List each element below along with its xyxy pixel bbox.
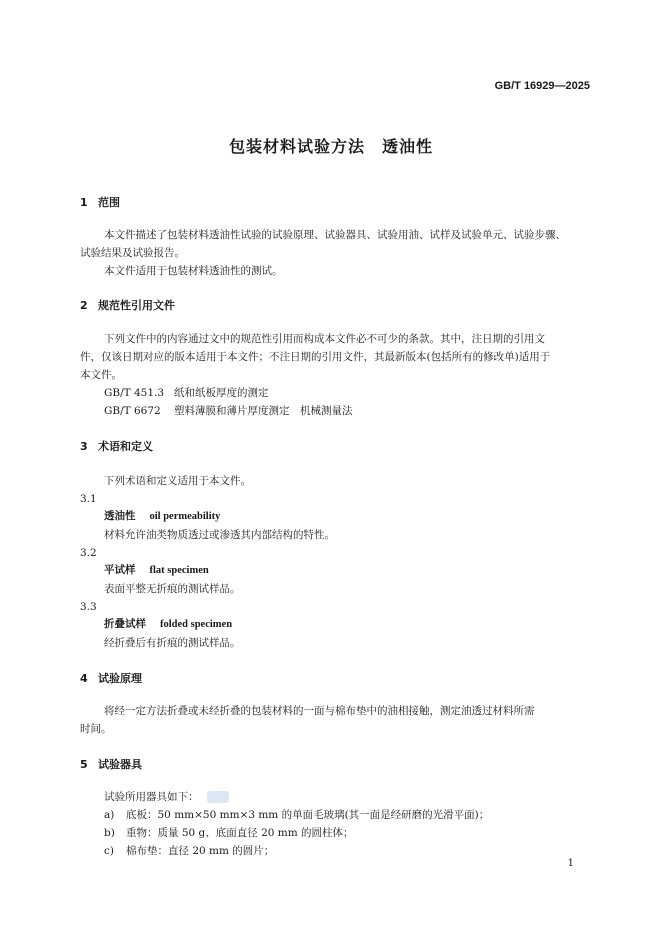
- section-2-heading: [80, 297, 175, 313]
- term-en: folded specimen: [160, 619, 233, 630]
- paragraph-line: 下列文件中的内容通过文中的规范性引用而构成本文件必不可少的条款。其中，注日期的引用文: [104, 333, 545, 345]
- paragraph-line: [104, 788, 229, 806]
- paragraph-line: 本文件。: [80, 369, 122, 381]
- term-name: [104, 508, 220, 523]
- reference-code: GB/T 6672: [104, 405, 161, 417]
- term-zh: 折叠试样: [104, 618, 146, 630]
- section-number: 3: [80, 440, 88, 453]
- section-number: 1: [80, 196, 88, 209]
- list-item: [104, 842, 274, 860]
- list-item-text: 底板：50 mm×50 mm×3 mm 的单面毛玻璃(其一面是经研磨的光滑平面)；: [126, 809, 490, 821]
- list-item-text: 棉布垫：直径 20 mm 的圆片；: [126, 845, 275, 857]
- list-item-label: a): [104, 809, 115, 821]
- standard-number: GB/T 16929—2025: [494, 80, 590, 92]
- section-title: 范围: [98, 196, 120, 209]
- section-number: 4: [80, 672, 88, 685]
- stamp-icon: [207, 791, 229, 803]
- term-number: 3.3: [80, 601, 97, 613]
- list-item-label: b): [104, 827, 115, 839]
- term-name: [104, 562, 209, 577]
- paragraph-line: 件，仅该日期对应的版本适用于本文件；不注日期的引用文件，其最新版本(包括所有的修改单)适用于: [80, 351, 551, 363]
- paragraph-line: 下列术语和定义适用于本文件。: [104, 475, 251, 487]
- section-title: 试验器具: [98, 758, 142, 771]
- section-title: 规范性引用文件: [98, 299, 175, 312]
- term-en: flat specimen: [149, 565, 209, 576]
- term-number: 3.1: [80, 493, 97, 505]
- paragraph-line: 本文件描述了包装材料透油性试验的试验原理、试验器具、试验用油、试样及试验单元、试验步骤、: [104, 229, 566, 241]
- section-3-heading: [80, 438, 153, 454]
- term-en: oil permeability: [149, 511, 221, 522]
- reference-title: 纸和纸板厚度的测定: [174, 387, 269, 399]
- section-4-heading: [80, 670, 142, 686]
- term-definition: 表面平整无折痕的测试样品。: [104, 583, 241, 595]
- section-title: 试验原理: [98, 672, 142, 685]
- term-zh: 平试样: [104, 564, 136, 576]
- page-number: 1: [567, 858, 574, 869]
- term-zh: 透油性: [104, 510, 136, 522]
- section-1-heading: [80, 194, 120, 210]
- reference-code: GB/T 451.3: [104, 387, 165, 399]
- section-number: 2: [80, 299, 88, 312]
- reference-item: [104, 402, 353, 420]
- term-definition: 材料允许油类物质透过或渗透其内部结构的特性。: [104, 529, 335, 541]
- section-number: 5: [80, 758, 88, 771]
- section-5-heading: [80, 756, 142, 772]
- term-definition: 经折叠后有折痕的测试样品。: [104, 637, 241, 649]
- list-intro: 试验所用器具如下：: [104, 791, 199, 803]
- paragraph-line: 将经一定方法折叠或未经折叠的包装材料的一面与棉布垫中的油相接触，测定油透过材料所需: [104, 705, 535, 717]
- paragraph-line: 时间。: [80, 723, 112, 735]
- list-item: [104, 806, 489, 824]
- list-item: [104, 824, 354, 842]
- list-item-text: 重物：质量 50 g、底面直径 20 mm 的圆柱体；: [126, 827, 354, 839]
- term-name: [104, 616, 232, 631]
- section-title: 术语和定义: [98, 440, 153, 453]
- reference-title: 塑料薄膜和薄片厚度测定 机械测量法: [174, 405, 353, 417]
- reference-item: [104, 384, 269, 402]
- document-title: 包装材料试验方法 透油性: [228, 137, 433, 156]
- list-item-label: c): [104, 845, 114, 857]
- paragraph-line: 本文件适用于包装材料透油性的测试。: [104, 265, 283, 277]
- term-number: 3.2: [80, 547, 97, 559]
- paragraph-line: 试验结果及试验报告。: [80, 247, 185, 259]
